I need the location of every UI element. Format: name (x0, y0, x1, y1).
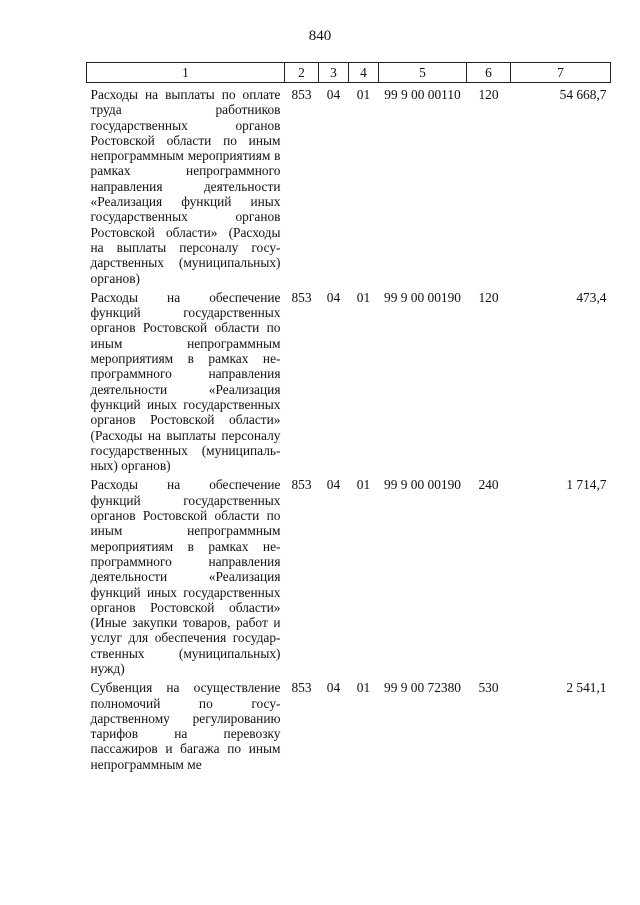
row-target-article: 99 9 00 72380 (384, 680, 461, 696)
row-expense-type: 530 (478, 680, 499, 696)
header-col-4: 4 (349, 63, 379, 83)
page-number: 840 (308, 28, 332, 44)
row-description: Расходы на обеспечение функций государственных органов Ростовской области по иным непрограммным мероприятиям в рамках непрограммного направления деятельности «Реализация функций иных государственных органов Ростовской области» (Расходы на выплаты персоналу государственных (муниципальных) органов) (90, 289, 281, 474)
table-header (87, 63, 611, 83)
row-description: Расходы на выплаты по оплате труда работников государственных органов Ростовской области по иным непрограммным мероприятиям в рамках непрограммного направления деятельности «Реализация функций иных государственных органов Ростовской области» (Расходы на выплаты персоналу государственных (муниципальных) органов) (90, 87, 281, 286)
row-expense-type: 240 (478, 477, 499, 493)
row-ministry-code: 853 (291, 289, 312, 305)
header-col-2: 2 (285, 63, 319, 83)
row-section-code: 04 (326, 680, 341, 696)
header-col-7: 7 (511, 63, 611, 83)
header-row (87, 63, 611, 83)
table-body (87, 83, 611, 773)
row-ministry-code: 853 (291, 87, 312, 102)
table-row (87, 473, 611, 676)
row-target-article: 99 9 00 00110 (384, 87, 461, 102)
row-target-article: 99 9 00 00190 (384, 477, 461, 493)
header-col-1: 1 (87, 63, 285, 83)
row-description: Субвенция на осуществление полномочий по государственному регулированию тарифов на перевозку пассажиров и багажа по иным непрограммным ме (90, 680, 281, 772)
table-row (87, 676, 611, 772)
table-row (87, 286, 611, 474)
row-target-article: 99 9 00 00190 (384, 289, 461, 305)
row-ministry-code: 853 (291, 680, 312, 696)
row-amount: 2 541,1 (566, 680, 607, 696)
row-expense-type: 120 (478, 289, 499, 305)
header-col-3: 3 (319, 63, 349, 83)
row-subsection-code: 01 (356, 680, 371, 696)
row-amount: 473,4 (576, 289, 607, 305)
row-amount: 54 668,7 (559, 87, 607, 102)
header-col-6: 6 (467, 63, 511, 83)
header-col-5: 5 (379, 63, 467, 83)
budget-table (86, 62, 611, 772)
row-section-code: 04 (326, 289, 341, 305)
row-expense-type: 120 (478, 87, 499, 102)
row-section-code: 04 (326, 87, 341, 102)
row-description: Расходы на обеспечение функций государственных органов Ростовской области по иным непрограммным мероприятиям в рамках непрограммного направления деятельности «Реализация функций иных государственных органов Ростовской области» (Иные закупки товаров, работ и услуг для обеспечения государственных (муниципальных) нужд) (90, 477, 281, 676)
row-subsection-code: 01 (356, 289, 371, 305)
table-row (87, 83, 611, 286)
row-section-code: 04 (326, 477, 341, 493)
row-amount: 1 714,7 (566, 477, 607, 493)
row-subsection-code: 01 (356, 87, 371, 102)
row-subsection-code: 01 (356, 477, 371, 493)
row-ministry-code: 853 (291, 477, 312, 493)
